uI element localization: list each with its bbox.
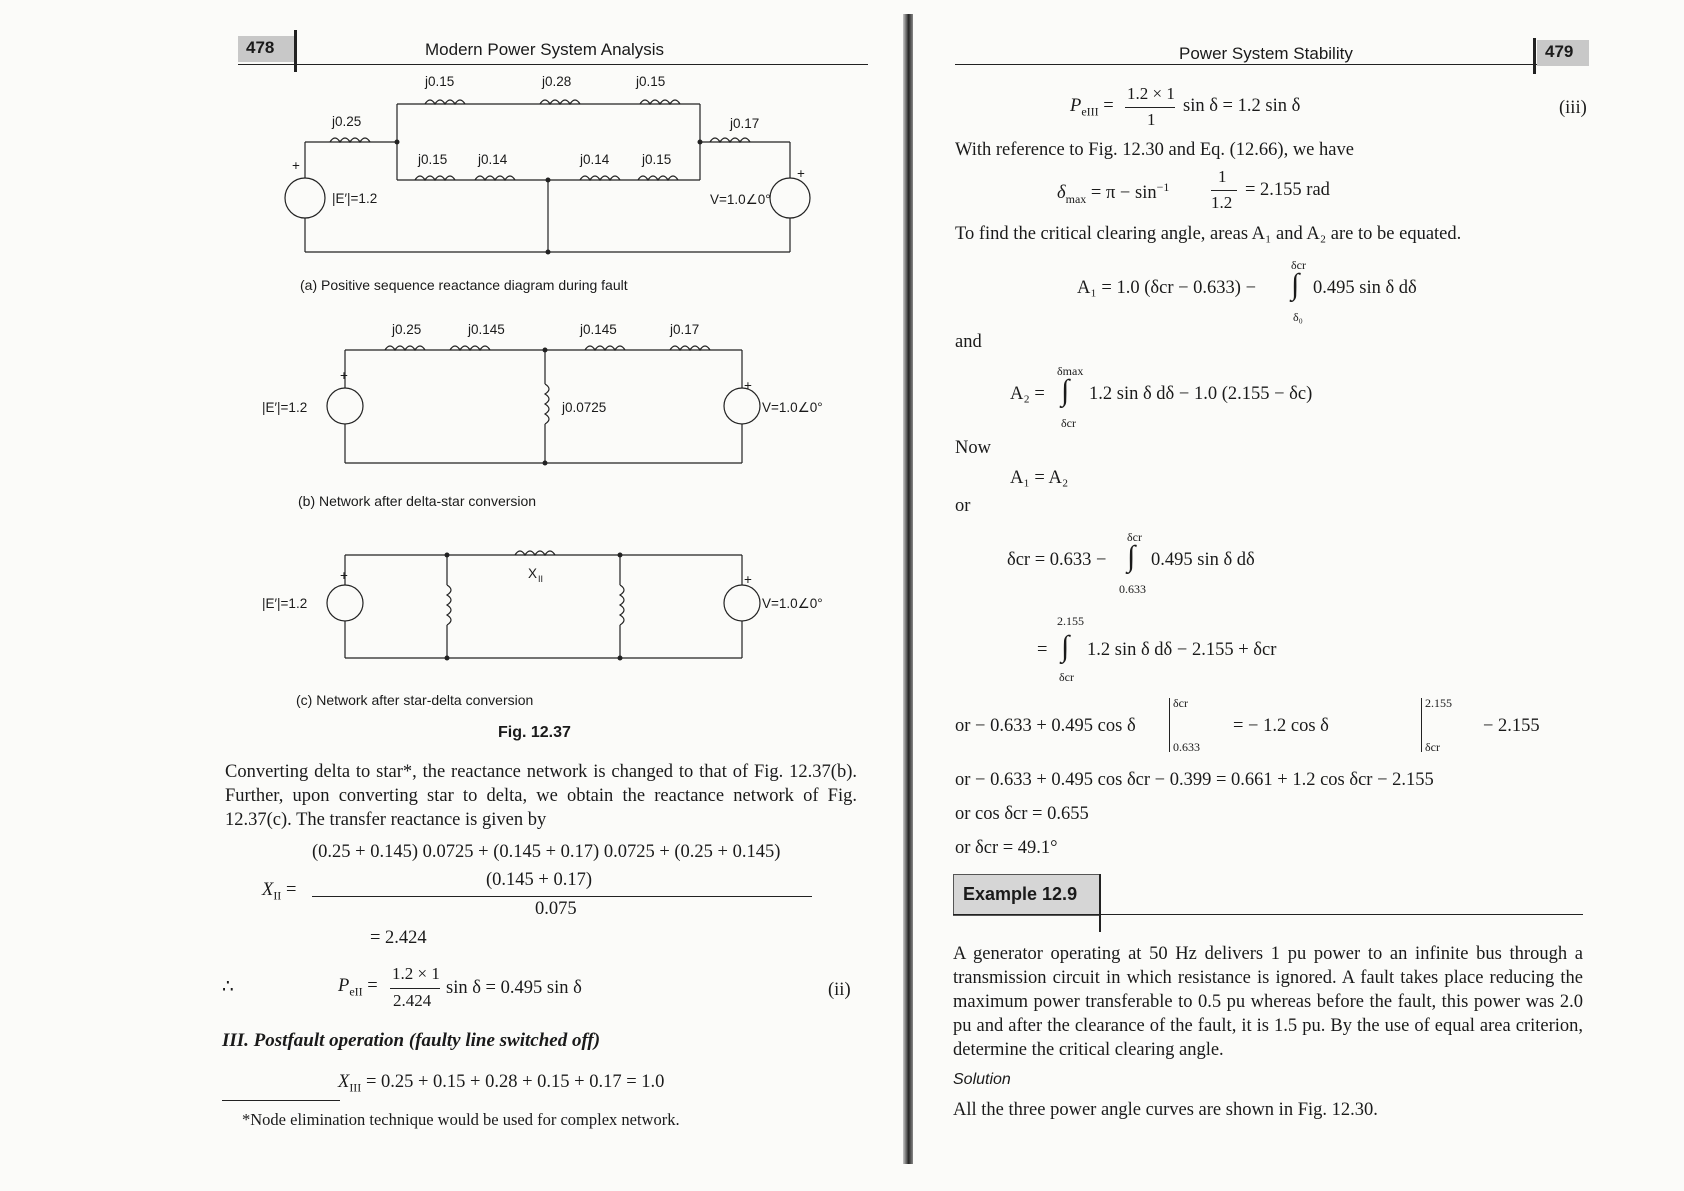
inductor-mid-4: [638, 176, 678, 180]
a2-integrand: 1.2 sin δ dδ − 1.0 (2.155 − δc): [1089, 384, 1313, 404]
svg-text:|E′|=1.2: |E′|=1.2: [262, 596, 308, 611]
footnote: *Node elimination technique would be used for complex network.: [242, 1110, 680, 1129]
eq7-eval-bar-left: [1169, 698, 1170, 752]
line-find: To find the critical clearing angle, areas A₁ and A₂ are to be equated.: [955, 224, 1462, 244]
eq7-l-lower: 0.633: [1173, 740, 1200, 754]
running-head-right: Power System Stability: [1179, 44, 1353, 63]
peiii-rhs: sin δ = 1.2 sin δ: [1183, 96, 1301, 116]
eq6-integral-sign: ∫: [1061, 630, 1070, 663]
label-a-top2: j0.28: [542, 74, 572, 89]
book-gutter: [903, 14, 913, 1164]
page-number: 478: [246, 38, 275, 57]
eq6-lhs: =: [1037, 640, 1048, 660]
header-bar-right: [1533, 38, 1536, 74]
a2-integral-sign: ∫: [1061, 374, 1070, 407]
source-e: [285, 178, 325, 218]
eq6-lower: δcr: [1059, 670, 1074, 684]
peiii-tag: (iii): [1559, 98, 1587, 118]
xii-result: = 2.424: [370, 928, 427, 948]
xii-numerator: (0.25 + 0.145) 0.0725 + (0.145 + 0.17) 0.0725 + (0.25 + 0.145): [312, 842, 781, 862]
label-a-left: j0.25: [332, 114, 362, 129]
line-reference: With reference to Fig. 12.30 and Eq. (12.66), we have: [955, 140, 1354, 160]
svg-text:+: +: [744, 378, 752, 393]
eq7-r-lower: δcr: [1425, 740, 1440, 754]
svg-text:|E′|=1.2: |E′|=1.2: [262, 400, 308, 415]
eq6-integrand: 1.2 sin δ dδ − 2.155 + δcr: [1087, 640, 1277, 660]
a2-lhs: A₂ =: [1010, 384, 1045, 404]
a1-equals-a2: A₁ = A₂: [1010, 468, 1069, 488]
header-rule: [238, 64, 868, 65]
svg-text:j0.0725: j0.0725: [562, 400, 607, 415]
header-rule-right: [955, 64, 1578, 65]
xiii-equation: $X_{III} = 0.25 + 0.15 + 0.28 + 0.15 + 0.17 = 1.0$: [338, 1072, 665, 1095]
word-or: or: [955, 496, 971, 516]
inductor-mid-3: [580, 176, 620, 180]
svg-text:V=1.0∠0°: V=1.0∠0°: [762, 400, 823, 415]
eq7-mid: = − 1.2 cos δ: [1233, 716, 1329, 736]
circuit-b-diagram: [250, 318, 850, 473]
eq7-eval-bar-right: [1421, 698, 1422, 752]
peii-num: 1.2 × 1: [392, 964, 440, 983]
peiii-lhs: $P_{eIII}$ =: [1070, 96, 1114, 119]
eq9: or cos δcr = 0.655: [955, 804, 1089, 824]
a2-lower: δcr: [1061, 416, 1076, 430]
label-a-e: |E′|=1.2: [332, 191, 378, 206]
circuit-c-diagram: [250, 540, 850, 665]
footnote-rule: [222, 1100, 340, 1101]
example-title: Example 12.9: [963, 884, 1078, 904]
paragraph-converting: Converting delta to star*, the reactance network is changed to that of Fig. 12.37(b). Further, upon converting star to delta, we obtain the reactance network of Fig. 12.37(c). The transfer reactance is given by: [225, 762, 857, 830]
circuit-a-diagram: [270, 70, 830, 260]
svg-text:j0.145: j0.145: [468, 322, 505, 337]
therefore-symbol: ∴: [222, 977, 234, 997]
page-number-right: 479: [1545, 42, 1574, 61]
source-v: [770, 178, 810, 218]
label-a-mid1: j0.15: [418, 152, 448, 167]
dmax-bar: [1211, 190, 1237, 191]
eq5-lhs: δcr = 0.633 −: [1007, 550, 1107, 570]
section-heading: III. Postfault operation (faulty line switched off): [222, 1030, 601, 1051]
solution-label: Solution: [953, 1071, 1011, 1088]
eq7-left: or − 0.633 + 0.495 cos δ: [955, 716, 1136, 736]
label-a-mid3: j0.14: [580, 152, 610, 167]
eq10: or δcr = 49.1°: [955, 838, 1058, 858]
word-now: Now: [955, 438, 991, 458]
xii-middle: (0.145 + 0.17): [486, 870, 593, 890]
a1-lhs: A₁ = 1.0 (δcr − 0.633) −: [1077, 278, 1257, 298]
eq7-l-upper: δcr: [1173, 696, 1188, 710]
example-bar: [1099, 874, 1101, 932]
peiii-den: 1: [1147, 110, 1156, 129]
eq6-upper: 2.155: [1057, 614, 1084, 628]
svg-text:+: +: [744, 572, 752, 587]
label-a-top1: j0.15: [425, 74, 455, 89]
svg-text:j0.17: j0.17: [670, 322, 700, 337]
a2-upper: δmax: [1057, 364, 1084, 378]
label-a-mid4: j0.15: [642, 152, 672, 167]
a1-lower: δ₀: [1293, 310, 1303, 324]
example-rule: [953, 914, 1583, 915]
xii-denominator: 0.075: [535, 899, 577, 919]
word-and: and: [955, 332, 982, 352]
eq8: or − 0.633 + 0.495 cos δcr − 0.399 = 0.661 + 1.2 cos δcr − 2.155: [955, 770, 1434, 790]
xii-lhs: $X_{II}$ =: [262, 880, 297, 903]
dmax-equation: $\delta_{max} = \pi - \sin^{-1}$: [1057, 180, 1170, 206]
eq5-integral-sign: ∫: [1127, 540, 1136, 573]
label-a-top3: j0.15: [636, 74, 666, 89]
svg-text:j0.145: j0.145: [580, 322, 617, 337]
svg-text:V=1.0∠0°: V=1.0∠0°: [762, 596, 823, 611]
example-text: A generator operating at 50 Hz delivers 1 pu power to an infinite bus through a transmission circuit in which resistance is ignored. A fault takes place reducing the maximum power transferable to 0.5 pu whereas before the fault, this power was 2.0 pu and after the clearance of the fault, it is 1.5 pu. By the use of equal area criterion, determine the critical clearing angle.: [953, 944, 1583, 1060]
peii-rhs: sin δ = 0.495 sin δ: [446, 978, 582, 998]
inductor-mid-1: [415, 176, 455, 180]
caption-c: (c) Network after star-delta conversion: [296, 692, 534, 708]
svg-text:+: +: [340, 368, 348, 383]
a1-upper: δcr: [1291, 258, 1306, 272]
figure-label: Fig. 12.37: [498, 724, 571, 741]
a1-integral-sign: ∫: [1291, 268, 1300, 301]
dmax-rhs: = 2.155 rad: [1245, 180, 1330, 200]
xii-fraction-bar: [312, 896, 812, 897]
peii-bar: [390, 988, 440, 989]
label-a-plus-l: +: [292, 158, 300, 173]
svg-text:X: X: [528, 566, 538, 581]
eq5-upper: δcr: [1127, 530, 1142, 544]
peii-tag: (ii): [828, 980, 851, 1000]
peii-den: 2.424: [393, 991, 432, 1010]
solution-text: All the three power angle curves are shown in Fig. 12.30.: [953, 1100, 1378, 1120]
eq7-right: − 2.155: [1483, 716, 1540, 736]
peiii-bar: [1125, 107, 1175, 108]
eq5-lower: 0.633: [1119, 582, 1146, 596]
right-page: [915, 0, 1684, 1191]
caption-b: (b) Network after delta-star conversion: [298, 493, 537, 509]
svg-text:j0.25: j0.25: [392, 322, 422, 337]
svg-text:II: II: [538, 574, 544, 584]
header-bar: [294, 30, 297, 72]
running-head: Modern Power System Analysis: [425, 40, 665, 59]
caption-a: (a) Positive sequence reactance diagram during fault: [300, 277, 628, 293]
peii-lhs: $P_{eII}$ =: [338, 976, 378, 999]
label-a-v: V=1.0∠0°: [710, 192, 771, 207]
peiii-num: 1.2 × 1: [1127, 84, 1175, 103]
inductor-mid-2: [475, 176, 515, 180]
a1-integrand: 0.495 sin δ dδ: [1313, 278, 1417, 298]
label-a-mid2: j0.14: [478, 152, 508, 167]
dmax-num: 1: [1218, 167, 1227, 186]
eq5-integrand: 0.495 sin δ dδ: [1151, 550, 1255, 570]
dmax-den: 1.2: [1211, 193, 1233, 212]
inductor-right: [710, 138, 750, 142]
label-a-right: j0.17: [730, 116, 760, 131]
svg-text:+: +: [340, 568, 348, 583]
inductor-left: [330, 138, 370, 142]
label-a-plus-r: +: [797, 166, 805, 181]
eq7-r-upper: 2.155: [1425, 696, 1452, 710]
